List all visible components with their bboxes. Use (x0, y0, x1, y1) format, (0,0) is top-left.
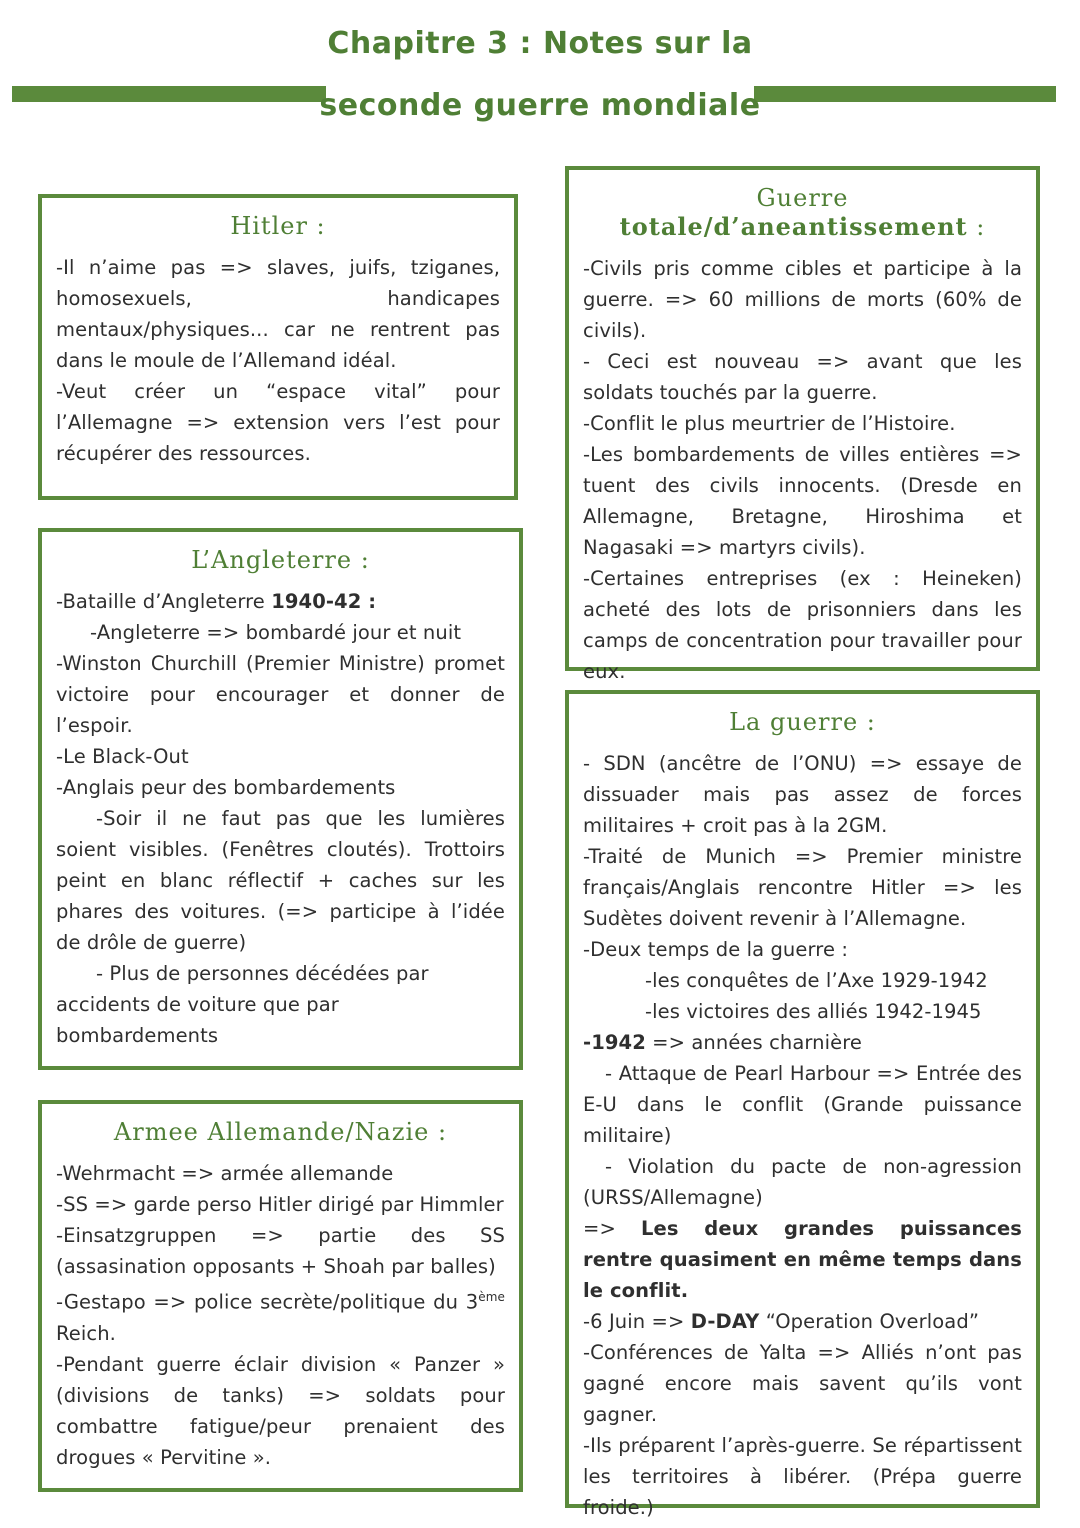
armee-p2: -SS => garde perso Hitler dirigé par Himmler (56, 1193, 504, 1216)
page-title-line1: Chapitre 3 : Notes sur la (327, 26, 753, 61)
angleterre-text (56, 586, 505, 1051)
angleterre-p7: - Plus de personnes décédées par accidents de voiture que par bombardements (56, 962, 429, 1047)
la-guerre-p10-bold: D-DAY (690, 1310, 760, 1333)
la-guerre-p5: -les victoires des alliés 1942-1945 (645, 1000, 982, 1023)
guerre-totale-p3: -Conflit le plus meurtrier de l’Histoire. (583, 412, 956, 435)
angleterre-box (38, 528, 523, 1070)
la-guerre-p9-bold: Les deux grandes puissances rentre quasiment en même temps dans le conflit. (583, 1217, 1022, 1302)
la-guerre-p3: -Deux temps de la guerre : (583, 938, 849, 961)
angleterre-p6: -Soir il ne faut pas que les lumières soient visibles. (Fenêtres cloutés). Trottoirs peint en blanc réflectif + caches sur les phares des voitures. (=> participe à l’idée de drôle de guerre) (56, 807, 505, 954)
hitler-box (38, 194, 518, 500)
la-guerre-p7: - Attaque de Pearl Harbour => Entrée des E-U dans le conflit (Grande puissance militaire) (583, 1062, 1022, 1147)
guerre-totale-title-pre: Guerre (756, 184, 849, 212)
armee-p4-post: Reich. (56, 1321, 116, 1345)
guerre-totale-title (583, 184, 1022, 241)
la-guerre-p9 (583, 1213, 1022, 1306)
angleterre-p2: -Angleterre => bombardé jour et nuit (90, 621, 462, 644)
angleterre-p1-bold: 1940-42 : (271, 590, 377, 613)
la-guerre-p11: -Conférences de Yalta => Alliés n’ont pas gagné encore mais savent qu’ils vont gagner. (583, 1341, 1022, 1426)
guerre-totale-title-bold: totale/d’aneantissement (619, 212, 968, 241)
la-guerre-text (583, 748, 1022, 1523)
guerre-totale-p1: -Civils pris comme cibles et participe à la guerre. => 60 millions de morts (60% de civils). (583, 257, 1022, 342)
guerre-totale-title-post: : (967, 213, 986, 241)
la-guerre-box (565, 690, 1040, 1519)
armee-box (38, 1100, 523, 1492)
la-guerre-p10-pre: -6 Juin => (583, 1310, 691, 1333)
armee-p1: -Wehrmacht => armée allemande (56, 1162, 394, 1185)
angleterre-p3: -Winston Churchill (Premier Ministre) promet victoire pour encourager et donner de l’espoir. (56, 652, 505, 737)
guerre-totale-p5: -Certaines entreprises (ex : Heineken) acheté des lots de prisonniers dans les camps de concentration pour travailler pour eux. (583, 567, 1022, 683)
hitler-p1: -Il n’aime pas => slaves, juifs, tziganes, homosexuels, handicapes mentaux/physiques... car ne rentrent pas dans le moule de l’Allemand idéal. (56, 256, 500, 372)
guerre-totale-p2: - Ceci est nouveau => avant que les soldats touchés par la guerre. (583, 350, 1022, 404)
la-guerre-p6 (583, 1027, 1022, 1058)
la-guerre-p6-bold: -1942 (583, 1031, 646, 1054)
angleterre-p5: -Anglais peur des bombardements (56, 776, 396, 799)
hitler-title: Hitler : (230, 212, 326, 240)
angleterre-title: L’Angleterre : (191, 546, 370, 574)
la-guerre-p2: -Traité de Munich => Premier ministre français/Anglais rencontre Hitler => les Sudètes doivent revenir à l’Allemagne. (583, 845, 1022, 930)
armee-p5: -Pendant guerre éclair division « Panzer » (divisions de tanks) => soldats pour combattre fatigue/peur prenaient des drogues « Pervitine ». (56, 1352, 505, 1469)
la-guerre-p6-post: => années charnière (645, 1031, 863, 1054)
armee-p4 (56, 1282, 505, 1349)
la-guerre-p9-pre: => (583, 1217, 641, 1240)
page-title-line2: seconde guerre mondiale (319, 88, 761, 123)
angleterre-p1-text: -Bataille d’Angleterre (56, 590, 272, 613)
angleterre-p4: -Le Black-Out (56, 745, 189, 768)
la-guerre-p10-post: “Operation Overload” (759, 1310, 980, 1333)
la-guerre-p1: - SDN (ancêtre de l’ONU) => essaye de dissuader mais pas assez de forces militaires + croit pas à la 2GM. (583, 752, 1022, 837)
guerre-totale-box (565, 166, 1040, 683)
armee-text (56, 1158, 505, 1473)
armee-title: Armee Allemande/Nazie : (113, 1118, 448, 1146)
armee-p4-text: -Gestapo => police secrète/politique du 3 (56, 1290, 479, 1314)
hitler-p2: -Veut créer un “espace vital” pour l’Allemagne => extension vers l’est pour récupérer des ressources. (56, 380, 500, 465)
armee-p4-sup: ème (478, 1290, 505, 1304)
la-guerre-p12: -Ils préparent l’après-guerre. Se répartissent les territoires à libérer. (Prépa guerre froide.) (583, 1434, 1022, 1519)
guerre-totale-text (583, 253, 1022, 687)
hitler-text (56, 252, 500, 469)
la-guerre-p10 (583, 1306, 1022, 1337)
angleterre-p1 (56, 586, 505, 617)
la-guerre-p4: -les conquêtes de l’Axe 1929-1942 (645, 969, 988, 992)
la-guerre-p8: - Violation du pacte de non-agression (URSS/Allemagne) (583, 1155, 1022, 1209)
la-guerre-title: La guerre : (729, 708, 876, 736)
armee-p3: -Einsatzgruppen => partie des SS (assasination opposants + Shoah par balles) (56, 1224, 505, 1278)
guerre-totale-p4: -Les bombardements de villes entières => tuent des civils innocents. (Dresde en Allemagne, Bretagne, Hiroshima et Nagasaki => martyrs civils). (583, 443, 1022, 559)
